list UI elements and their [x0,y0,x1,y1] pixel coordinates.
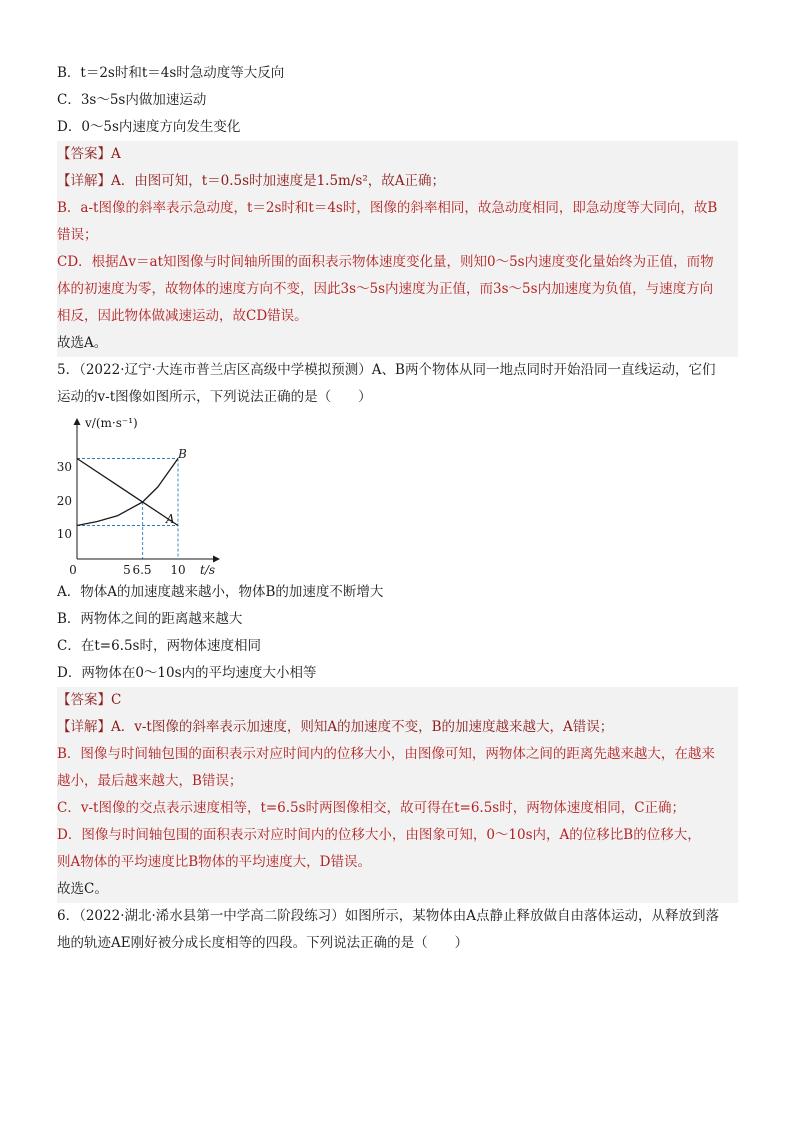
origin-label: 0 [69,563,77,577]
page [57,60,738,957]
q5-detail-a: 【详解】A．v-t图像的斜率表示加速度，则知A的加速度不变，B的加速度越来越大，A错误； [57,719,614,735]
q5-option-b[interactable]: B．两物体之间的距离越来越大 [57,611,243,627]
line-a-label: A [166,512,175,526]
q5-stem-2: 运动的v-t图像如图所示，下列说法正确的是（ ） [57,389,372,405]
q4-answer: 【答案】A [57,146,121,162]
q5-option-a[interactable]: A．物体A的加速度越来越小，物体B的加速度不断增大 [57,584,384,600]
q4-detail-cd-2: 体的初速度为零，故物体的速度方向不变，因此3s～5s内速度为正值，而3s～5s内加速度为负值，与速度方向 [57,281,714,297]
y-tick-10: 10 [57,527,72,541]
x-tick-5: 5 [123,563,131,577]
y-tick-30: 30 [57,460,72,474]
q4-option-d[interactable]: D．0～5s内速度方向发生变化 [57,119,241,135]
q4-option-c[interactable]: C．3s～5s内做加速运动 [57,92,207,108]
q6-stem-2: 地的轨迹AE刚好被分成长度相等的四段。下列说法正确的是（ ） [57,935,469,951]
series-a-line [77,459,178,526]
x-tick-6-5: 6.5 [132,563,152,577]
q5-vt-graph [57,411,738,579]
q5-answer-box [57,687,738,903]
x-tick-10: 10 [170,563,186,577]
q4-option-b[interactable]: B．t＝2s时和t＝4s时急动度等大反向 [57,65,285,81]
q5-answer: 【答案】C [57,692,122,708]
y-tick-20: 20 [57,494,72,508]
q4-conclusion: 故选A。 [57,335,108,351]
q6-stem-1: 6．（2022·湖北·浠水县第一中学高二阶段练习）如图所示，某物体由A点静止释放做自由落体运动，从释放到落 [57,908,720,924]
q5-detail-d-2: 则A物体的平均速度比B物体的平均速度大，D错误。 [57,854,371,870]
q5-detail-d-1: D．图像与时间轴包围的面积表示对应时间内的位移大小，由图象可知，0～10s内，A的位移比B的位移大， [57,827,701,843]
q5-detail-b-1: B．图像与时间轴包围的面积表示对应时间内的位移大小，由图像可知，两物体之间的距离先越来越大，在越来 [57,746,715,762]
q5-option-d[interactable]: D．两物体在0～10s内的平均速度大小相等 [57,665,317,681]
q5-stem-1: 5．（2022·辽宁·大连市普兰店区高级中学模拟预测）A、B两个物体从同一地点同时开始沿同一直线运动，它们 [57,362,716,378]
y-axis-label: v/(m·s⁻¹) [85,416,138,430]
q5-conclusion: 故选C。 [57,881,108,897]
q4-detail-b-1: B．a-t图像的斜率表示急动度，t＝2s时和t＝4s时，图像的斜率相同，故急动度相同，即急动度等大同向，故B [57,200,718,216]
q4-detail-cd-3: 相反，因此物体做减速运动，故CD错误。 [57,308,308,324]
q4-detail-b-2: 错误； [57,227,98,243]
q4-detail-cd-1: CD．根据Δv＝at知图像与时间轴所围的面积表示物体速度变化量，则知0～5s内速度变化量始终为正值，而物 [57,254,714,270]
q4-detail-a: 【详解】A．由图可知，t＝0.5s时加速度是1.5m/s²，故A正确； [57,173,445,189]
vt-graph-svg [57,413,237,578]
x-axis-label: t/s [200,563,216,577]
curve-b-label: B [178,447,187,461]
q5-detail-c: C．v-t图像的交点表示速度相等，t=6.5s时两图像相交，故可得在t=6.5s时，两物体速度相同，C正确； [57,800,686,816]
q5-detail-b-2: 越小，最后越来越大，B错误； [57,773,243,789]
q4-answer-box [57,141,738,357]
q5-option-c[interactable]: C．在t=6.5s时，两物体速度相同 [57,638,261,654]
